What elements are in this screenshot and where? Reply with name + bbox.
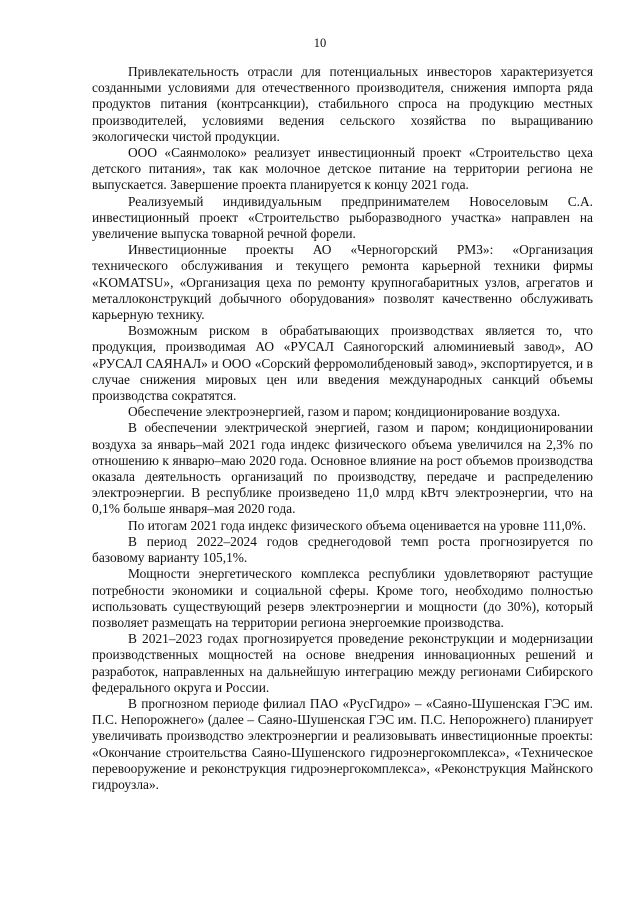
paragraph-2022-2024-forecast: В период 2022–2024 годов среднегодовой темп роста прогнозируется по базовому варианту 105,1%. [92, 533, 593, 566]
paragraph-investment-attractiveness: Привлекательность отрасли для потенциальных инвесторов характеризуется созданными условиями для отечественного производителя, снижения импорта ряда продуктов питания (контрсанкции), стабильного спроса на продукцию местных производителей, условиями ведения сельского хозяйства по выращиванию экологически чистой продукции. [92, 64, 593, 144]
paragraph-sayanmoloko: ООО «Саянмолоко» реализует инвестиционный проект «Строительство цеха детского питания», так как молочное детское питание на территории региона не выпускается. Завершение проекта планируется к концу 2021 года. [92, 145, 593, 193]
paragraph-rushydro-projects: В прогнозном периоде филиал ПАО «РусГидро» – «Саяно-Шушенская ГЭС им. П.С. Непорожнего» (далее – Саяно-Шушенская ГЭС им. П.С. Непорожнего) планирует увеличивать производство электроэнергии и реализовывать инвестиционные проекты: «Окончание строительства Саяно-Шушенского гидроэнергокомплекса», «Техническое перевооружение и реконструкция гидроэнергокомплекса», «Реконструкция Майнского гидроузла». [92, 695, 593, 792]
paragraph-energy-capacity: Мощности энергетического комплекса республики удовлетворяют растущие потребности экономики и социальной сферы. Кроме того, необходимо полностью использовать существующий резерв электроэнергии и мощности (до 30%), который позволяет размещать на территории региона энергоемкие производства. [92, 566, 593, 630]
paragraph-section-heading-energy: Обеспечение электроэнергией, газом и паром; кондиционирование воздуха. [128, 404, 561, 420]
paragraph-modernization: В 2021–2023 годах прогнозируется проведение реконструкции и модернизации производственных мощностей на основе внедрения инновационных решений и разработок, направленных на дальнейшую интеграцию между регионами Сибирского федерального округа и России. [92, 631, 593, 695]
document-body [92, 64, 593, 793]
paragraph-chernogorsky-rmz: Инвестиционные проекты АО «Черногорский РМЗ»: «Организация технического обслуживания и текущего ремонта карьерной техники фирмы «KOMATSU», «Организация цеха по ремонту крупногабаритных узлов, агрегатов и металлоконструкций добычного оборудования» позволят качественно обслуживать карьерную технику. [92, 242, 593, 323]
paragraph-manufacturing-risk: Возможным риском в обрабатывающих производствах является то, что продукция, производимая АО «РУСАЛ Саяногорский алюминиевый завод», АО «РУСАЛ САЯНАЛ» и ООО «Сорский ферромолибденовый завод», экспортируется, и в случае снижения мировых цен или введения международных санкций объемы производства сократятся. [92, 323, 593, 404]
page-number: 10 [313, 36, 327, 50]
paragraph-fish-farming: Реализуемый индивидуальным предпринимателем Новоселовым С.А. инвестиционный проект «Строительство рыборазводного участка» направлен на увеличение выпуска товарной речной форели. [92, 193, 593, 242]
paragraph-2021-estimate: По итогам 2021 года индекс физического объема оценивается на уровне 111,0%. [128, 517, 587, 533]
paragraph-energy-index: В обеспечении электрической энергией, газом и паром; кондиционировании воздуха за январь–май 2021 года индекс физического объема увеличился на 2,3% по отношению к январю–маю 2020 года. Основное влияние на рост объемов производства оказала деятельность организаций по производству, передаче и распределению электроэнергии. В республике произведено 11,0 млрд кВтч электроэнергии, что на 0,1% больше января–мая 2020 года. [92, 420, 593, 517]
